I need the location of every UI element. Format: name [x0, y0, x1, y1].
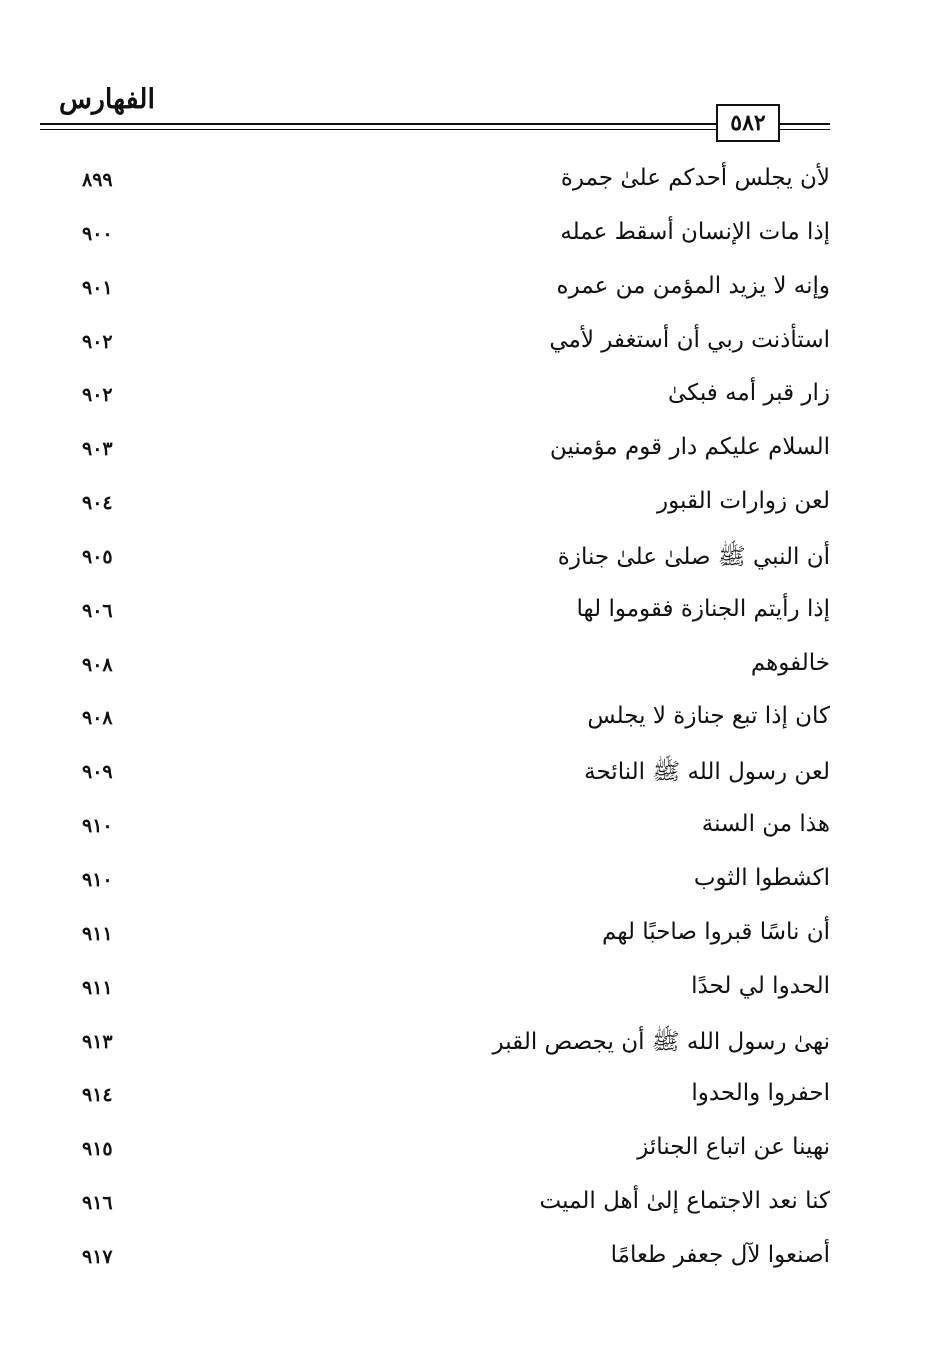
entry-page-number: ٩٠٨ [82, 653, 113, 676]
entry-text: إذا رأيتم الجنازة فقوموا لها [576, 595, 830, 622]
header-rule-thin [40, 129, 830, 130]
entry-page-number: ٩٠٠ [82, 222, 113, 245]
entry-page-number: ٩١٥ [82, 1138, 113, 1161]
index-entry [0, 1180, 935, 1234]
entry-text: أن النبي ﷺ صلىٰ علىٰ جنازة [557, 543, 830, 570]
entry-text: السلام عليكم دار قوم مؤمنين [549, 434, 830, 461]
index-entry [0, 426, 935, 480]
entry-text: أن ناسًا قبروا صاحبًا لهم [602, 918, 830, 945]
entry-page-number: ٩١٠ [82, 868, 113, 891]
entry-text: اكشطوا الثوب [693, 864, 830, 891]
index-entry [0, 1072, 935, 1126]
entry-page-number: ٨٩٩ [82, 169, 113, 191]
entry-page-number: ٩٠٤ [82, 492, 113, 515]
entry-text: إذا مات الإنسان أسقط عمله [560, 218, 830, 245]
entry-page-number: ٩٠٢ [82, 330, 113, 353]
entry-page-number: ٩١٤ [82, 1084, 113, 1107]
index-entry [0, 265, 935, 319]
entry-page-number: ٩٠٦ [82, 599, 113, 622]
entry-text: نهينا عن اتباع الجنائز [637, 1134, 830, 1161]
index-entry [0, 534, 935, 588]
index-entry [0, 319, 935, 373]
entry-page-number: ٩٠٣ [82, 438, 113, 461]
index-entry [0, 1019, 935, 1073]
index-entry [0, 1234, 935, 1288]
entry-page-number: ٩١٧ [82, 1245, 113, 1268]
header-rule-thick [40, 123, 830, 125]
index-entry [0, 372, 935, 426]
entry-text: زار قبر أمه فبكىٰ [667, 380, 830, 407]
entry-page-number: ٩٠٩ [82, 761, 113, 784]
entry-page-number: ٩١١ [82, 922, 113, 945]
entry-page-number: ٩١٠ [82, 815, 113, 838]
entry-page-number: ٩٠٥ [82, 545, 113, 568]
entry-text: خالفوهم [750, 649, 830, 676]
index-entry [0, 695, 935, 749]
entry-text: احفروا والحدوا [691, 1080, 830, 1107]
index-entry [0, 749, 935, 803]
page-header [0, 0, 935, 160]
entry-page-number: ٩٠٢ [82, 384, 113, 407]
entry-page-number: ٩١٦ [82, 1192, 113, 1215]
index-entry [0, 157, 935, 211]
entry-text: لعن رسول الله ﷺ النائحة [584, 759, 830, 786]
index-entry [0, 911, 935, 965]
index-entries-list [0, 157, 935, 1288]
index-entry [0, 965, 935, 1019]
entry-page-number: ٩٠١ [82, 276, 113, 299]
entry-page-number: ٩٠٨ [82, 707, 113, 730]
entry-page-number: ٩١٣ [82, 1030, 113, 1053]
entry-text: أصنعوا لآل جعفر طعامًا [610, 1241, 830, 1268]
index-entry [0, 857, 935, 911]
entry-page-number: ٩١١ [82, 976, 113, 999]
index-entry [0, 480, 935, 534]
entry-text: لعن زوارات القبور [657, 488, 830, 515]
entry-text: الحدوا لي لحدًا [691, 972, 830, 999]
entry-text: نهىٰ رسول الله ﷺ أن يجصص القبر [492, 1028, 830, 1055]
page-number-box: ٥٨٢ [716, 104, 780, 142]
entry-text: استأذنت ربي أن أستغفر لأمي [549, 326, 830, 353]
entry-text: هذا من السنة [701, 811, 830, 838]
index-entry [0, 642, 935, 696]
entry-text: وإنه لا يزيد المؤمن من عمره [556, 272, 830, 299]
entry-text: لأن يجلس أحدكم علىٰ جمرة [560, 165, 830, 191]
index-entry [0, 588, 935, 642]
index-entry [0, 803, 935, 857]
entry-text: كان إذا تبع جنازة لا يجلس [587, 703, 830, 730]
index-entry [0, 211, 935, 265]
section-title: الفهارس [58, 84, 155, 115]
index-entry [0, 1126, 935, 1180]
entry-text: كنا نعد الاجتماع إلىٰ أهل الميت [539, 1188, 830, 1215]
